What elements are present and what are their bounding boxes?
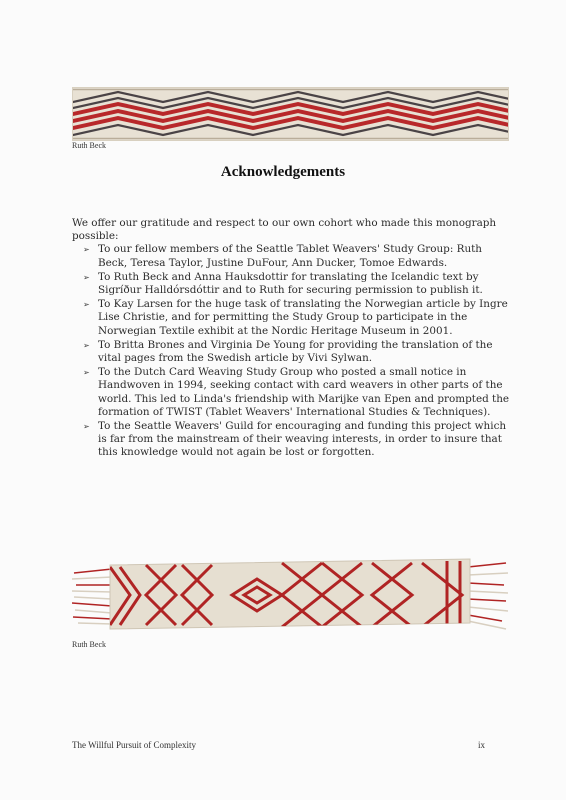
- woven-band-top-image: [72, 87, 509, 141]
- intro-paragraph: We offer our gratitude and respect to our own cohort who made this monograph possible:: [72, 217, 497, 243]
- acknowledgement-list: [72, 243, 512, 459]
- page-number: ix: [478, 740, 486, 750]
- page-title: Acknowledgements: [220, 164, 346, 180]
- list-item-text: To Kay Larsen for the huge task of translating the Norwegian article by Ingre Lise Christie, and for permitting the Study Group to participate in the Norwegian Textile exhibit at the Nordic Heritage Museum in 2001.: [98, 298, 508, 337]
- arrow-bullet-icon: ➢: [83, 245, 90, 255]
- list-item: [72, 339, 512, 365]
- list-item-text: To the Dutch Card Weaving Study Group who posted a small notice in Handwoven in 1994, seeking contact with card weavers in other parts of the world. This led to Linda's friendship with Marijke van Epen and prompted the formation of TWIST (Tablet Weavers' International Studies & Techniques).: [98, 366, 510, 418]
- acknowledgements-body: [72, 217, 512, 461]
- arrow-bullet-icon: ➢: [83, 422, 90, 432]
- woven-band-bottom-image: [72, 555, 508, 637]
- zigzag-pattern-svg: [73, 88, 508, 140]
- list-item: [72, 243, 512, 269]
- list-item-text: To Ruth Beck and Anna Hauksdottir for translating the Icelandic text by Sigríður Halldórsdóttir and to Ruth for securing permission to publish it.: [98, 270, 483, 297]
- arrow-bullet-icon: ➢: [83, 272, 90, 282]
- list-item: [72, 420, 512, 460]
- arrow-bullet-icon: ➢: [83, 368, 90, 378]
- list-item-text: To Britta Brones and Virginia De Young for providing the translation of the vital pages from the Swedish article by Vivi Sylwan.: [98, 338, 493, 365]
- list-item: [72, 298, 512, 338]
- list-item: [72, 366, 512, 419]
- figure-caption: Ruth Beck: [72, 141, 106, 150]
- running-footer-title: The Willful Pursuit of Complexity: [72, 740, 196, 750]
- arrow-bullet-icon: ➢: [83, 340, 90, 350]
- list-item: [72, 271, 512, 297]
- figure-caption: Ruth Beck: [72, 640, 106, 649]
- list-item-text: To the Seattle Weavers' Guild for encouraging and funding this project which is far from the mainstream of their weaving interests, in order to insure that this knowledge would not again be lost or forgotten.: [98, 420, 507, 459]
- list-item-text: To our fellow members of the Seattle Tablet Weavers' Study Group: Ruth Beck, Teresa Taylor, Justine DuFour, Ann Ducker, Tomoe Edwards.: [98, 243, 482, 269]
- arrow-bullet-icon: ➢: [83, 300, 90, 310]
- diamond-pattern-svg: [72, 555, 508, 637]
